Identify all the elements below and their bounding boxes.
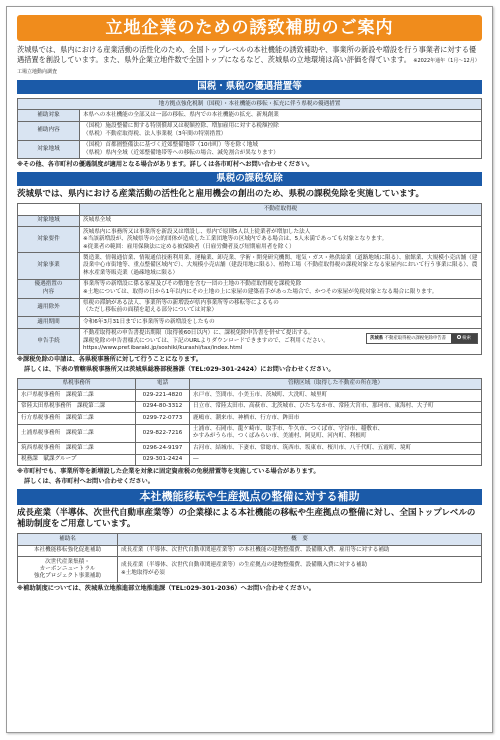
column-header: 管轄区域（取得した不動産の所在地） [190, 378, 482, 389]
column-header: 補助名 [18, 534, 118, 545]
row-value: 製造業、情報通信業、情報通信技術利用業、運輸業、卸売業、学術・開発研究機関、電気・ガス・熱供給業（道路地域に限る）、旅館業、大規模小売店舗（建設業中心市街地等、重点整備区域内で）、大規模小売店舗（建設用地に限る）、植物工場（不動産取得税の課税対象となる家屋内において行う事業に限る）、農林水産業等販売業（過疎地域に限る） [80, 253, 482, 279]
office-area: 日立市、常陸太田市、高萩市、北茨城市、ひたちなか市、常陸大宮市、那珂市、東海村、大子町 [190, 401, 482, 412]
office-area: 古河市、結城市、下妻市、常総市、筑西市、坂東市、桜川市、八千代町、五霞町、境町 [190, 443, 482, 454]
office-area: 鹿嶋市、潮来市、神栖市、行方市、鉾田市 [190, 413, 482, 424]
section3-footnote: ※補助制度については、茨城県立地推進部立地推進課（TEL:029-301-2036）へお問い合わせください。 [17, 584, 315, 592]
table-row [18, 545, 482, 556]
section2-footnote1: ※課税免除の申請は、各県税事務所に対して行うことになります。 [17, 356, 202, 364]
table-row [18, 317, 482, 328]
office-area: ― [190, 454, 482, 465]
table-header: 不動産取得税 [80, 204, 482, 215]
office-phone: 0294-80-3312 [136, 401, 190, 412]
column-header: 電話 [136, 378, 190, 389]
section2-footnote2: 詳しくは、下表の管轄県税事務所又は茨城県総務部税務課（TEL:029-301-2424）にお問い合わせください。 [24, 366, 335, 374]
office-name: 行方県税事務所 課税第二課 [18, 413, 136, 424]
search-query: 不動産取得税の課税免除申告書 [384, 335, 447, 341]
search-button[interactable] [451, 334, 477, 344]
column-header: 概 要 [118, 534, 482, 545]
table-row [18, 328, 482, 354]
table-row [18, 443, 482, 454]
section2-lead: 茨城県では、県内における産業活動の活性化と雇用機会の創出のため、県税の課税免除を実施しています。 [17, 189, 424, 200]
column-header: 県税事務所 [18, 378, 136, 389]
office-area: 水戸市、笠間市、小美玉市、茨城町、大洗町、城里町 [190, 390, 482, 401]
office-phone: 029-301-2424 [136, 454, 190, 465]
search-box[interactable] [366, 333, 478, 344]
row-label: 対象要件 [18, 227, 80, 253]
row-label: 対象地域 [18, 215, 80, 226]
office-phone: 029-822-7216 [136, 424, 190, 443]
subsidy-name: 本社機能移転強化促進補助 [18, 545, 118, 556]
document-page [6, 6, 493, 733]
table-row [18, 298, 482, 317]
row-value: （国税）首都圏整備法に基づく近郊整備地帯（10市町）等を除く地域 （県税）県内全域（近郊整備地帯等への移転の場合、減免割合が異なります） [80, 140, 482, 159]
search-keyword: 茨城県 [370, 335, 384, 341]
subsidy-table [17, 533, 482, 583]
table-row [18, 557, 482, 583]
section-heading-tax-exemption: 県税の課税免除 [17, 172, 482, 186]
subsidy-summary: 成長産業（半導体、次世代自動車関連産業等）の本社機能の建物整備費、設備購入費、雇用等に対する補助 [118, 545, 482, 556]
table-row [18, 390, 482, 401]
office-area: 土浦市、石岡市、龍ケ崎市、取手市、牛久市、つくば市、守谷市、稲敷市、 かすみがうら市、つくばみらい市、美浦村、阿見町、河内町、利根町 [190, 424, 482, 443]
section-heading-subsidy: 本社機能移転や生産拠点の整備に対する補助 [17, 489, 482, 505]
office-footnote: ※市町村でも、事業所等を新増設した企業を対象に固定資産税の免税措置等を実施している場合があります。 [17, 467, 320, 475]
row-label: 適用期間 [18, 317, 80, 328]
office-phone: 0299-72-0773 [136, 413, 190, 424]
row-value: （国税）施設整備に関する特別償却又は税額控除、増加雇用に対する税額控除 （県税）不動産取得税、法人事業税（3年間の特別措置） [80, 121, 482, 140]
table-row [18, 454, 482, 465]
subsidy-name: 次世代産業集積・ カーボンニュートラル 強化プロジェクト事業補助 [18, 557, 118, 583]
section1-footnote: ※その他、各市町村の優遇制度が適用となる場合があります。詳しくは各市町村へお問い合わせください。 [17, 160, 314, 168]
row-label: 補助対象 [18, 110, 80, 121]
row-label: 対象地域 [18, 140, 80, 159]
table-row [18, 140, 482, 159]
subsidy-summary: 成長産業（半導体、次世代自動車関連産業等）の生産拠点の建物整備費、設備購入費に対する補助 ※土地取得が必須 [118, 557, 482, 583]
office-name: 常陸太田県税事務所 課税第二課 [18, 401, 136, 412]
row-value: 令和6年3月31日までに事業所等の新増設をしたもの [80, 317, 482, 328]
row-label: 対象事業 [18, 253, 80, 279]
intro-text: 茨城県では、県内における産業活動の活性化のため、全国トップレベルの本社機能の誘致補助や、事業所の新設や増設を行う事業者に対する優遇措置を創設しています。また、県外企業立地件数で全国トップになるなど、茨城県の立地環境は高い評価を得ています。 [17, 45, 477, 64]
row-label: 優遇措置の 内容 [18, 279, 80, 298]
office-phone: 029-221-4820 [136, 390, 190, 401]
apply-text: 不動産取得税の申告書提出期限（取得後60日以内）に、課税免除申告書を併せて提出する。 課税免除の申告書様式については、下記のURLよりダウンロードできますので、ご利用ください。https://www.pref.ibaraki.jp/soshiki/kurashi/tax/index.html [83, 330, 329, 352]
table-row [18, 401, 482, 412]
office-name: 土浦県税事務所 課税第二課 [18, 424, 136, 443]
table-row [18, 424, 482, 443]
row-label: 申告手続 [18, 328, 80, 354]
row-value: 茨城県全域 [80, 215, 482, 226]
table-header: 地方拠点強化税制（国税）・本社機能の移転・拡充に伴う県税の優遇措置 [18, 99, 482, 110]
office-phone: 0296-24-9197 [136, 443, 190, 454]
row-value: 県税の滞納がある法人、事業所等の新増設が県内事業所等の移転等によるもの （ただし移転前の面積を超える部分については対象） [80, 298, 482, 317]
row-label: 適用除外 [18, 298, 80, 317]
office-footnote2: 詳しくは、各市町村へお問い合わせください。 [24, 477, 154, 485]
table-row [18, 279, 482, 298]
table-row [18, 253, 482, 279]
section3-lead: 成長産業（半導体、次世代自動車産業等）の企業様による本社機能の移転や生産拠点の整備に対し、全国トップレベルの補助制度をご用意しています。 [17, 508, 476, 530]
table-row [18, 227, 482, 253]
table-row [18, 413, 482, 424]
search-button-label: 検索 [462, 335, 471, 341]
row-value: 事業所等の新増設に係る家屋及びその敷地を含む一団の土地の不動産取得税を課税免除 ※土地については、取得の日から1年以内にその土地の上に家屋の建築着手があった場合で、かつその家屋が免税対象となる場合に限ります。 [80, 279, 482, 298]
tax-incentives-table [17, 98, 482, 159]
office-name: 水戸県税事務所 課税第二課 [18, 390, 136, 401]
table-row [18, 215, 482, 226]
row-label: 補助内容 [18, 121, 80, 140]
office-name: 筑西県税事務所 課税第二課 [18, 443, 136, 454]
row-value-apply [80, 328, 482, 354]
table-row [18, 110, 482, 121]
office-name: 税務課 賦課グループ [18, 454, 136, 465]
tax-office-table [17, 378, 482, 466]
page-title: 立地企業のための誘致補助のご案内 [17, 15, 482, 41]
row-value: 茨城県内に事務所又は事業所を新設又は増設し、県内で原則5人以上従業者が増加した法人 ※当該新増設が、茨城県等の公的団体が造成した工業団地等の区域内である場合は、5人未満であっても対象となります。 ※従業者の範囲：雇用保険法に定める被保険者（日雇労働者及び短期雇用者を除く） [80, 227, 482, 253]
section-heading-tax-incentives: 国税・県税の優遇措置等 [17, 80, 482, 94]
search-icon [457, 335, 461, 339]
tax-exemption-table [17, 203, 482, 355]
intro-paragraph [17, 45, 482, 77]
row-value: 本県への本社機能の全部又は一部の移転、県内での本社機能の拡充、新規創業 [80, 110, 482, 121]
table-row [18, 121, 482, 140]
intro-note: ※2022年通年（1月～12月）工場立地動向調査 [17, 58, 480, 75]
